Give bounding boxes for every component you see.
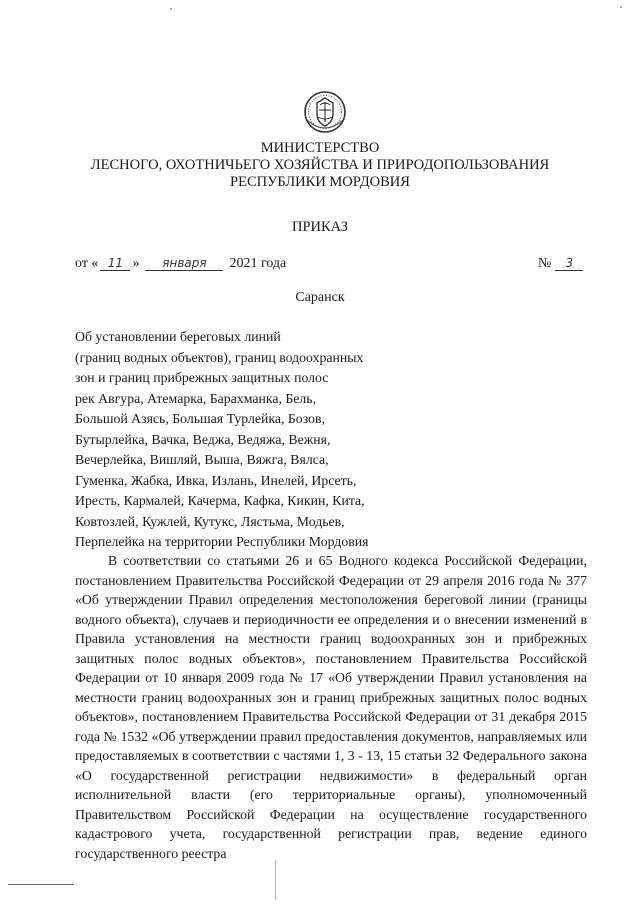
- subject-line: Вечерлейка, Вишляй, Выша, Вяжга, Вялса,: [75, 452, 329, 467]
- city: Саранск: [295, 290, 345, 305]
- date-day: 11: [100, 257, 130, 271]
- ministry-title: МИНИСТЕРСТВО: [260, 140, 380, 156]
- date-month: января: [145, 257, 223, 271]
- subject-line: Бутырлейка, Вачка, Веджа, Ведяжа, Вежня,: [75, 431, 331, 447]
- date-prefix: от «: [75, 256, 99, 271]
- scan-speck: [620, 6, 622, 8]
- date-suffix: 2021 года: [229, 256, 287, 271]
- subject-line: (границ водных объектов), границ водоохранных: [75, 349, 364, 365]
- order-number: [538, 256, 583, 272]
- number-value: 3: [555, 257, 583, 271]
- number-label: №: [538, 256, 552, 271]
- subject-line: Иресть, Кармалей, Качерма, Кафка, Кикин, Кита,: [75, 493, 365, 508]
- date-mid: »: [132, 256, 140, 271]
- subject-line: Об установлении береговых линий: [75, 329, 281, 344]
- coat-of-arms-icon: [303, 90, 347, 134]
- order-date: [75, 256, 286, 272]
- ministry-region: РЕСПУБЛИКИ МОРДОВИЯ: [230, 174, 410, 190]
- scan-mark: [275, 860, 276, 900]
- order-subject: [75, 327, 368, 553]
- subject-line: рек Авгура, Атемарка, Барахманка, Бель,: [75, 390, 317, 406]
- subject-line: Перпелейка на территории Республики Мордовия: [75, 534, 369, 549]
- order-body: [75, 551, 587, 863]
- scan-speck: [170, 8, 172, 10]
- subject-line: Ковтозлей, Кужлей, Кутукс, Лястьма, Модьев,: [75, 513, 345, 529]
- margin-line: [8, 884, 74, 885]
- body-paragraph: В соответствии со статьями 26 и 65 Водного кодекса Российской Федерации, постановлением Правительства Российской Федерации от 29 апреля 2016 года № 377 «Об утверждении Правил определения местоположения береговой линии (границы водного объекта), случаев и периодичности ее определения и о внесении изменений в Правила установления на местности границ водоохранных зон и прибрежных защитных полос водных объектов», постановлением Правительства Российской Федерации от 10 января 2009 года № 17 «Об утверждении Правил установления на местности границ водоохранных зон и границ прибрежных защитных полос водных объектов», постановлением Правительства Российской Федерации от 31 декабря 2015 года № 1532 «Об утверждении правил предоставления документов, направляемых или предоставляемых в соответствии с частями 1, 3 - 13, 15 статьи 32 Федерального закона «О государственной регистрации недвижимости» в федеральный орган исполнительной власти (его территориальные органы), уполномоченный Правительством Российской Федерации на осуществление государственного кадастрового учета, государственной регистрации прав, ведение единого государственного реестра: [75, 553, 587, 861]
- subject-line: зон и границ прибрежных защитных полос: [75, 370, 329, 385]
- subject-line: Гуменка, Жабка, Ивка, Излань, Инелей, Ирсеть,: [75, 472, 357, 488]
- subject-line: Большой Азясь, Большая Турлейка, Бозов,: [75, 411, 325, 426]
- document-type: ПРИКАЗ: [291, 219, 349, 235]
- ministry-name: ЛЕСНОГО, ОХОТНИЧЬЕГО ХОЗЯЙСТВА И ПРИРОДОПОЛЬЗОВАНИЯ: [90, 157, 550, 173]
